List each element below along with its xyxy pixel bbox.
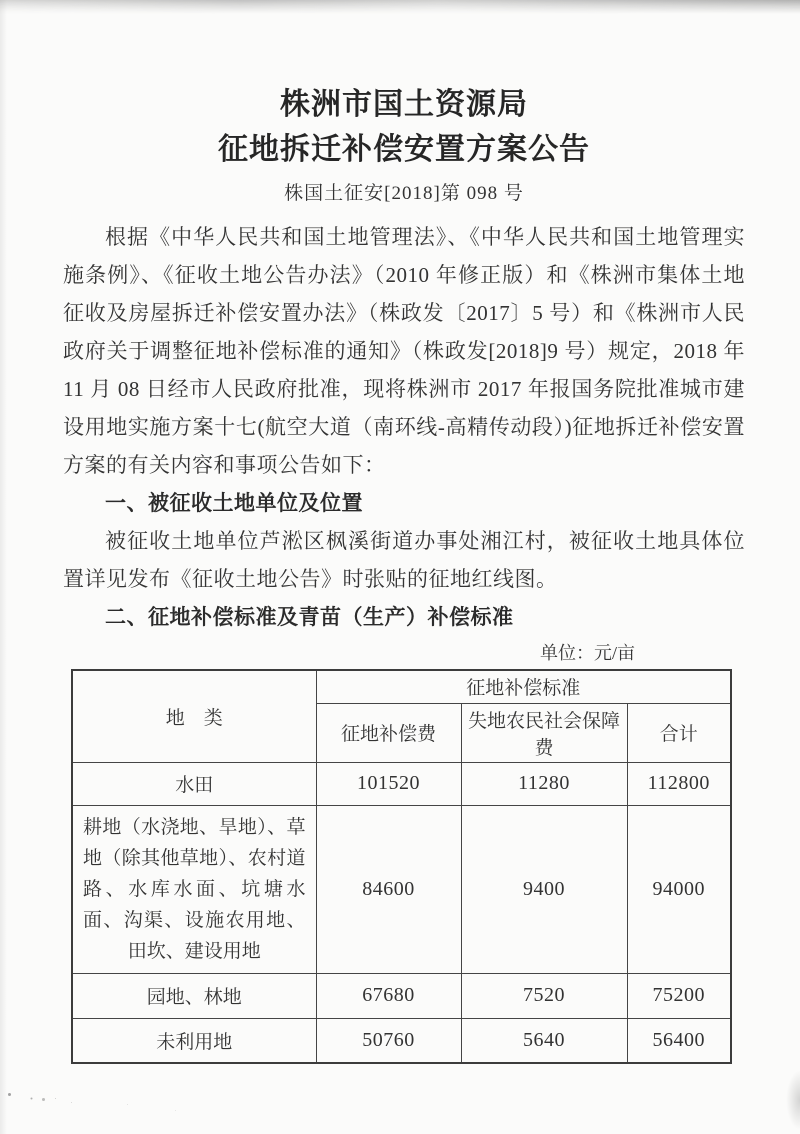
table-header-row-group — [72, 670, 731, 703]
table-unit-label: 单位：元/亩 — [539, 643, 635, 663]
scan-shadow-top — [0, 0, 800, 14]
section1-body: 被征收土地单位芦淞区枫溪街道办事处湘江村，被征收土地具体位置详见发布《征收土地公告》时张贴的征地红线图。 — [63, 529, 745, 591]
cell-social-security: 7520 — [461, 973, 627, 1018]
cell-total: 94000 — [627, 805, 731, 973]
cell-social-security: 11280 — [461, 762, 627, 805]
scan-edge-left — [0, 0, 7, 1134]
header-cell-group: 征地补偿标准 — [316, 670, 731, 703]
document-title-line2: 征地拆迁补偿安置方案公告 — [218, 133, 590, 166]
compensation-table — [71, 669, 732, 1064]
header-cell-compensation: 征地补偿费 — [316, 703, 461, 762]
document-title-line1: 株洲市国土资源局 — [280, 88, 528, 121]
table-row — [72, 762, 731, 805]
scan-smudge — [786, 1070, 800, 1130]
cell-land-type: 未利用地 — [72, 1018, 316, 1063]
cell-land-type: 水田 — [72, 762, 316, 805]
cell-social-security: 9400 — [461, 805, 627, 973]
scan-speckles — [8, 1093, 11, 1096]
cell-compensation: 50760 — [316, 1018, 461, 1063]
cell-land-type: 园地、林地 — [72, 973, 316, 1018]
document-number: 株国土征安[2018]第 098 号 — [284, 183, 524, 204]
table-row — [72, 973, 731, 1018]
header-cell-land-type: 地 类 — [72, 670, 316, 762]
cell-compensation: 101520 — [316, 762, 461, 805]
table-row — [72, 1018, 731, 1063]
table-row — [72, 805, 731, 973]
cell-compensation: 67680 — [316, 973, 461, 1018]
cell-total: 75200 — [627, 973, 731, 1018]
intro-paragraph: 根据《中华人民共和国土地管理法》、《中华人民共和国土地管理实施条例》、《征收土地公告办法》（2010 年修正版）和《株洲市集体土地征收及房屋拆迁补偿安置办法》（株政发〔2017〕5 号）和《株洲市人民政府关于调整征地补偿标准的通知》（株政发[2018]9 号）规定，2018 年 11 月 08 日经市人民政府批准，现将株洲市 2017 年报国务院批准城市建设用地实施方案十七(航空大道（南环线-高精传动段）)征地拆迁补偿安置方案的有关内容和事项公告如下： — [63, 225, 745, 477]
cell-total: 112800 — [627, 762, 731, 805]
section2-heading: 二、征地补偿标准及青苗（生产）补偿标准 — [105, 605, 514, 629]
section1-heading: 一、被征收土地单位及位置 — [105, 491, 363, 515]
header-cell-social-security: 失地农民社会保障费 — [461, 703, 627, 762]
cell-total: 56400 — [627, 1018, 731, 1063]
cell-land-type: 耕地（水浇地、旱地）、草地（除其他草地）、农村道路、水库水面、坑塘水面、沟渠、设施农用地、田坎、建设用地 — [72, 805, 316, 973]
cell-compensation: 84600 — [316, 805, 461, 973]
header-cell-total: 合计 — [627, 703, 731, 762]
cell-social-security: 5640 — [461, 1018, 627, 1063]
